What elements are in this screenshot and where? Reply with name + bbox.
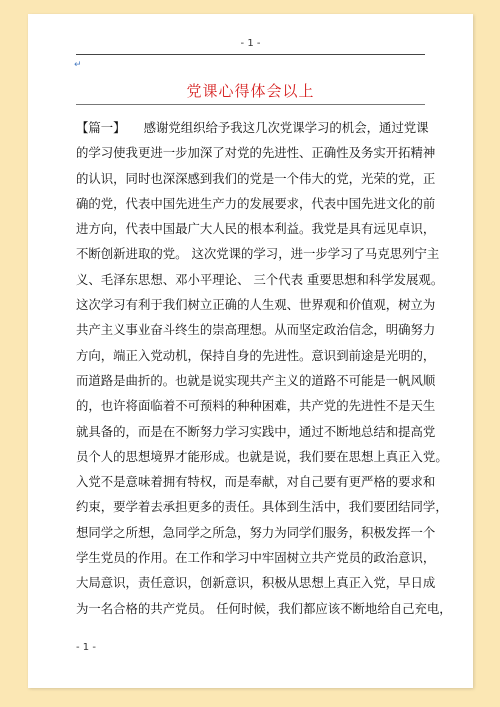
body-line <box>76 166 436 191</box>
document-title: 党课心得体会以上 <box>186 82 315 100</box>
body-line-text: 共产主义事业奋斗终生的崇高理想。从而坚定政治信念，明确努力 <box>76 322 436 338</box>
body-line-text: 这次学习有利于我们树立正确的人生观、世界观和价值观，树立为 <box>76 297 436 313</box>
body-line <box>76 570 436 595</box>
body-line-text: 感谢党组织给予我这几次党课学习的机会，通过党课 <box>143 120 429 135</box>
body-line <box>76 419 436 444</box>
body-line <box>76 115 428 140</box>
body-line-text: 为一名合格的共产党员。 任何时候，我们都应该不断地给自己充电， <box>76 600 452 616</box>
body-line <box>76 317 436 342</box>
body-line-text: 义、毛泽东思想、邓小平理论、 三个代表 重要思想和科学发展观。 <box>76 271 444 287</box>
body-text <box>76 115 452 621</box>
body-line-text: 约束，要学着去承担更多的责任。具体到生活中，我们要团结同学， <box>76 499 448 515</box>
body-line-text: 学生党员的作用。在工作和学习中牢固树立共产党员的政治意识， <box>76 550 436 566</box>
body-line-text: 的学习使我更进一步加深了对党的先进性、正确性及务实开拓精神 <box>76 145 436 161</box>
body-line <box>76 292 436 317</box>
body-line <box>76 216 436 241</box>
body-line-text: 不断创新进取的党。 这次党课的学习，进一步学习了马克思列宁主 <box>76 246 440 262</box>
body-line <box>76 267 444 292</box>
body-line-text: 进方向，代表中国最广大人民的根本利益。我党是具有远见卓识， <box>76 221 436 237</box>
body-line <box>76 520 436 545</box>
body-line <box>76 596 452 621</box>
body-line-text: 的认识，同时也深深感到我们的党是一个伟大的党，光荣的党，正 <box>76 170 436 186</box>
document-page <box>28 14 473 688</box>
body-line-text: 方向，端正入党动机，保持自身的先进性。意识到前途是光明的， <box>76 347 436 363</box>
body-line <box>76 343 436 368</box>
body-line <box>76 368 436 393</box>
body-line <box>76 444 448 469</box>
header-page-number: - 1 - <box>240 38 261 49</box>
body-line-text: 想同学之所想，急同学之所急，努力为同学们服务，积极发挥一个 <box>76 524 436 540</box>
body-line <box>76 494 448 519</box>
body-line <box>76 393 436 418</box>
header-divider <box>76 54 425 55</box>
body-line <box>76 191 436 216</box>
body-line-text: 而道路是曲折的。也就是说实现共产主义的道路不可能是一帆风顺 <box>76 372 436 388</box>
body-line-text: 就具备的，而是在不断努力学习实践中，通过不断地总结和提高党 <box>76 423 436 439</box>
body-line <box>76 140 436 165</box>
body-line-text: 员个人的思想境界才能形成。也就是说，我们要在思想上真正入党。 <box>76 448 448 464</box>
body-line <box>76 241 440 266</box>
paragraph-mark-icon: ↵ <box>74 60 82 70</box>
footer-page-number: - 1 - <box>76 642 96 653</box>
body-line <box>76 469 436 494</box>
title-divider <box>76 104 425 105</box>
body-line-text: 确的党，代表中国先进生产力的发展要求，代表中国先进文化的前 <box>76 195 436 211</box>
body-line-text: 大局意识，责任意识，创新意识，积极从思想上真正入党，早日成 <box>76 575 436 591</box>
body-line-text: 的，也许将面临着不可预料的种种困难，共产党的先进性不是天生 <box>76 398 436 414</box>
body-line-text: 入党不是意味着拥有特权，而是奉献，对自己要有更严格的要求和 <box>76 474 436 490</box>
body-line <box>76 545 436 570</box>
section-label: 【篇一】 <box>76 120 126 135</box>
